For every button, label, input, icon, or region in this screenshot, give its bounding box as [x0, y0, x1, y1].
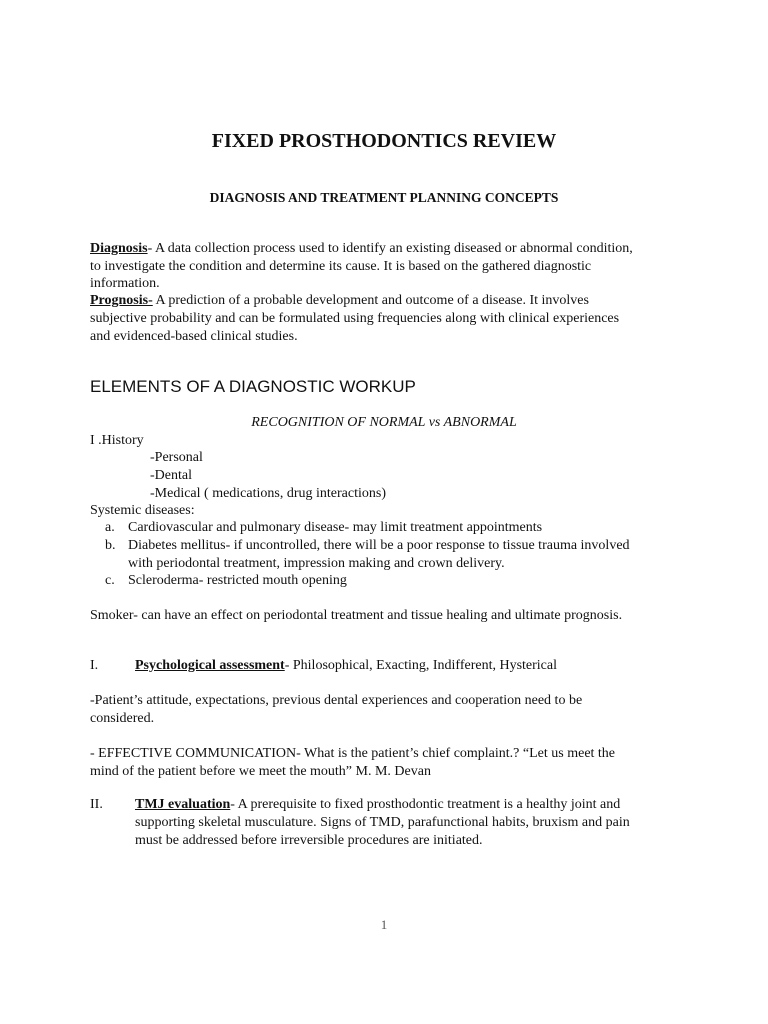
diagnosis-term: Diagnosis: [90, 241, 148, 256]
prognosis-line-3: and evidenced-based clinical studies.: [90, 329, 298, 344]
history-label: I .History: [90, 433, 144, 448]
document-subtitle: DIAGNOSIS AND TREATMENT PLANNING CONCEPTS: [209, 190, 559, 205]
page-number: 1: [380, 917, 388, 932]
list-marker: c.: [105, 573, 115, 588]
recognition-heading: RECOGNITION OF NORMAL vs ABNORMAL: [251, 415, 517, 430]
list-marker: b.: [105, 538, 116, 553]
systemic-label: Systemic diseases:: [90, 503, 195, 518]
diagnosis-line-1: [90, 240, 633, 257]
history-item: -Medical ( medications, drug interactions): [150, 486, 386, 501]
list-marker: a.: [105, 520, 115, 535]
section-numeral: II.: [90, 797, 103, 812]
prognosis-line-2: subjective probability and can be formulated using frequencies along with clinical experiences: [90, 311, 620, 326]
section-numeral: I.: [90, 658, 99, 673]
attitude-line-1: -Patient’s attitude, expectations, previous dental experiences and cooperation need to be: [90, 693, 583, 708]
communication-line-2: mind of the patient before we meet the mouth” M. M. Devan: [90, 764, 431, 779]
psych-text: - Philosophical, Exacting, Indifferent, Hysterical: [284, 658, 557, 673]
list-item: Cardiovascular and pulmonary disease- may limit treatment appointments: [128, 520, 543, 535]
list-item-continuation: with periodontal treatment, impression making and crown delivery.: [128, 556, 505, 571]
diagnosis-line-3: information.: [90, 276, 160, 291]
prognosis-text: A prediction of a probable development and outcome of a disease. It involves: [152, 293, 589, 308]
list-item: Scleroderma- restricted mouth opening: [128, 573, 347, 588]
section-heading: ELEMENTS OF A DIAGNOSTIC WORKUP: [90, 377, 416, 396]
prognosis-line-1: [90, 292, 589, 309]
history-item: -Dental: [150, 468, 192, 483]
smoker-note: Smoker- can have an effect on periodontal treatment and tissue healing and ultimate prognosis.: [90, 608, 623, 623]
tmj-line-3: must be addressed before irreversible procedures are initiated.: [135, 833, 483, 848]
list-item: Diabetes mellitus- if uncontrolled, there will be a poor response to tissue trauma involved: [128, 538, 630, 553]
document-title: FIXED PROSTHODONTICS REVIEW: [211, 130, 557, 152]
history-item: -Personal: [150, 450, 203, 465]
diagnosis-text: - A data collection process used to identify an existing diseased or abnormal condition,: [147, 241, 633, 256]
diagnosis-line-2: to investigate the condition and determine its cause. It is based on the gathered diagnostic: [90, 259, 592, 274]
psych-term: Psychological assessment: [135, 658, 285, 673]
tmj-line-1: [135, 796, 620, 813]
prognosis-term: Prognosis-: [90, 293, 153, 308]
attitude-line-2: considered.: [90, 711, 155, 726]
tmj-text: - A prerequisite to fixed prosthodontic treatment is a healthy joint and: [230, 797, 621, 812]
communication-line-1: - EFFECTIVE COMMUNICATION- What is the patient’s chief complaint.? “Let us meet the: [90, 746, 616, 761]
tmj-line-2: supporting skeletal musculature. Signs of TMD, parafunctional habits, bruxism and pain: [135, 815, 630, 830]
tmj-term: TMJ evaluation: [135, 797, 231, 812]
psych-line: [135, 657, 557, 674]
